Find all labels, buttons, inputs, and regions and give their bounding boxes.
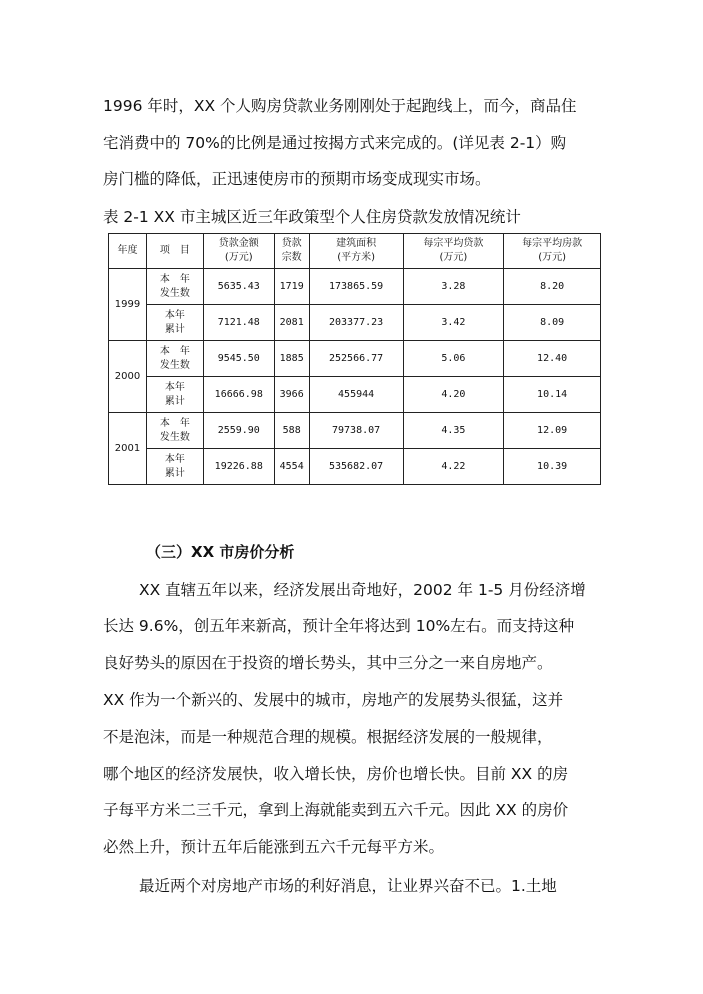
avg-price-cell: 12.40 <box>504 341 601 377</box>
count-cell: 1719 <box>274 269 309 305</box>
avg-price-cell: 12.09 <box>504 413 601 449</box>
count-cell: 1885 <box>274 341 309 377</box>
analysis-line-8: 必然上升，预计五年后能涨到五六千元每平方米。 <box>103 838 445 856</box>
item-cell: 本年 累计 <box>146 305 203 341</box>
avg-loan-cell: 5.06 <box>403 341 504 377</box>
avg-price-cell: 8.20 <box>504 269 601 305</box>
section-heading: （三）XX 市房价分析 <box>146 543 295 561</box>
avg-price-cell: 8.09 <box>504 305 601 341</box>
analysis-line-6: 哪个地区的经济发展快，收入增长快，房价也增长快。目前 XX 的房 <box>103 765 569 783</box>
intro-line-3: 房门槛的降低，正迅速使房市的预期市场变成现实市场。 <box>103 170 491 188</box>
avg-loan-cell: 4.35 <box>403 413 504 449</box>
count-cell: 588 <box>274 413 309 449</box>
avg-loan-cell: 3.42 <box>403 305 504 341</box>
table-caption: 表 2-1 XX 市主城区近三年政策型个人住房贷款发放情况统计 <box>103 208 521 226</box>
area-cell: 203377.23 <box>309 305 403 341</box>
table-row <box>109 269 601 305</box>
table-row <box>109 305 601 341</box>
area-cell: 455944 <box>309 377 403 413</box>
area-cell: 173865.59 <box>309 269 403 305</box>
table-row <box>109 449 601 485</box>
analysis-line-9: 最近两个对房地产市场的利好消息，让业界兴奋不已。1.土地 <box>139 877 557 895</box>
avg-loan-cell: 4.22 <box>403 449 504 485</box>
item-cell: 本年 累计 <box>146 377 203 413</box>
avg-price-cell: 10.39 <box>504 449 601 485</box>
item-cell: 本年 累计 <box>146 449 203 485</box>
area-cell: 79738.07 <box>309 413 403 449</box>
header-item: 项 目 <box>146 234 203 269</box>
item-cell: 本 年 发生数 <box>146 269 203 305</box>
header-loan-count: 贷款 宗数 <box>274 234 309 269</box>
amount-cell: 5635.43 <box>203 269 274 305</box>
amount-cell: 9545.50 <box>203 341 274 377</box>
header-loan-amount: 贷款金额 (万元) <box>203 234 274 269</box>
analysis-line-1: XX 直辖五年以来，经济发展出奇地好，2002 年 1-5 月份经济增 <box>139 581 586 599</box>
avg-loan-cell: 3.28 <box>403 269 504 305</box>
analysis-line-5: 不是泡沫，而是一种规范合理的规模。根据经济发展的一般规律， <box>103 728 553 746</box>
table-header-row <box>109 234 601 269</box>
amount-cell: 7121.48 <box>203 305 274 341</box>
analysis-line-4: XX 作为一个新兴的、发展中的城市，房地产的发展势头很猛，这并 <box>103 691 564 709</box>
table-row <box>109 377 601 413</box>
intro-line-1: 1996 年时，XX 个人购房贷款业务刚刚处于起跑线上，而今，商品住 <box>103 97 577 115</box>
item-cell: 本 年 发生数 <box>146 341 203 377</box>
year-cell: 2000 <box>109 341 147 413</box>
area-cell: 252566.77 <box>309 341 403 377</box>
avg-price-cell: 10.14 <box>504 377 601 413</box>
analysis-line-3: 良好势头的原因在于投资的增长势头，其中三分之一来自房地产。 <box>103 654 553 672</box>
year-cell: 2001 <box>109 413 147 485</box>
header-year: 年度 <box>109 234 147 269</box>
avg-loan-cell: 4.20 <box>403 377 504 413</box>
year-cell: 1999 <box>109 269 147 341</box>
amount-cell: 19226.88 <box>203 449 274 485</box>
table-row <box>109 341 601 377</box>
area-cell: 535682.07 <box>309 449 403 485</box>
amount-cell: 16666.98 <box>203 377 274 413</box>
analysis-line-2: 长达 9.6%，创五年来新高，预计全年将达到 10%左右。而支持这种 <box>103 617 575 635</box>
header-area: 建筑面积 (平方米) <box>309 234 403 269</box>
header-avg-loan: 每宗平均贷款 (万元) <box>403 234 504 269</box>
loan-statistics-table <box>108 233 601 485</box>
count-cell: 3966 <box>274 377 309 413</box>
header-avg-price: 每宗平均房款 (万元) <box>504 234 601 269</box>
table-row <box>109 413 601 449</box>
analysis-line-7: 子每平方米二三千元，拿到上海就能卖到五六千元。因此 XX 的房价 <box>103 801 569 819</box>
amount-cell: 2559.90 <box>203 413 274 449</box>
intro-line-2: 宅消费中的 70%的比例是通过按揭方式来完成的。(详见表 2-1）购 <box>103 134 567 152</box>
count-cell: 2081 <box>274 305 309 341</box>
count-cell: 4554 <box>274 449 309 485</box>
item-cell: 本 年 发生数 <box>146 413 203 449</box>
